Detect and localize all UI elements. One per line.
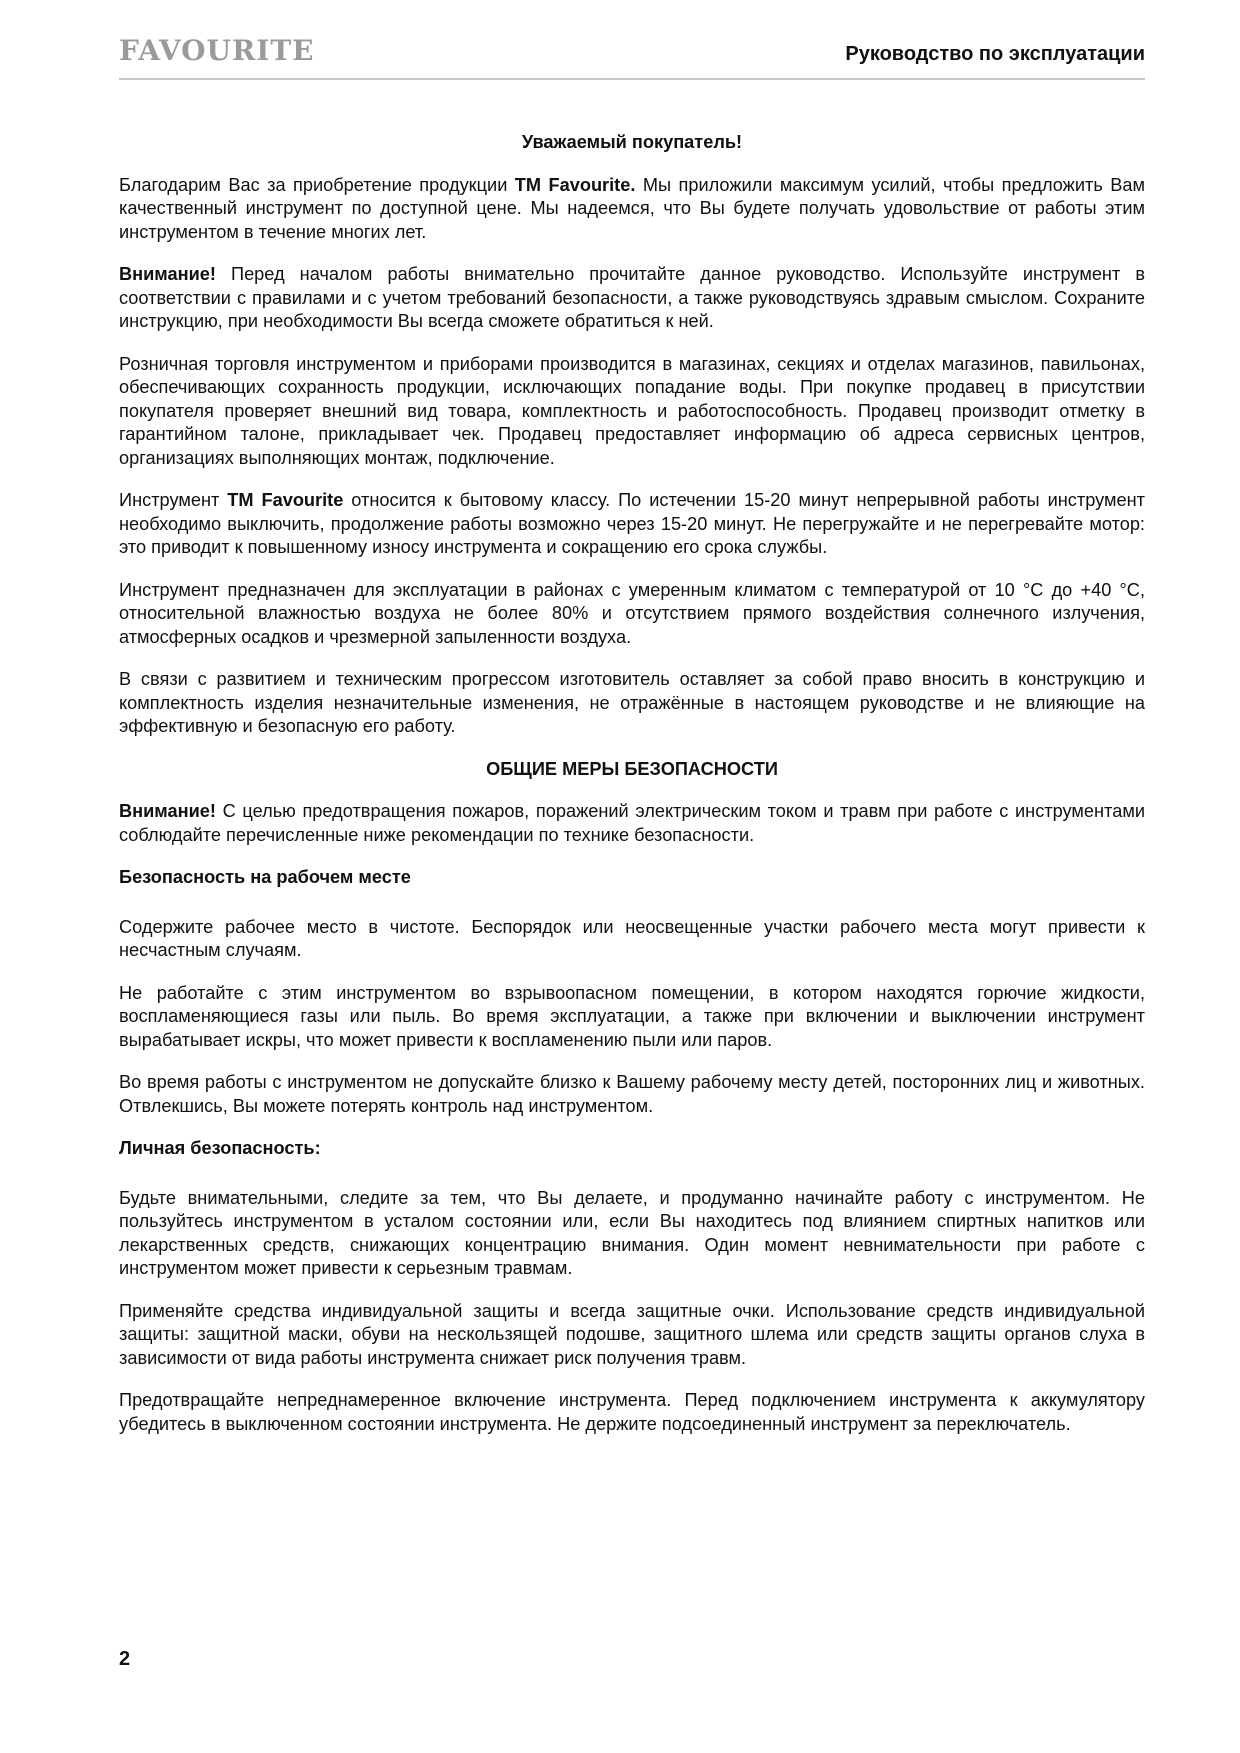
workplace-heading: Безопасность на рабочем месте [119,867,411,887]
brand-logo: FAVOURITE [119,34,315,67]
household-class-paragraph [119,489,1145,560]
household-text-end: относится к бытовому классу. По истечении 15-20 минут непрерывной работы инструмент необходимо выключить, продолжение работы возможно через 15-20 минут. Не перегружайте и не перегревайте мотор: это приводит к повышенному износу инструмента и сокращению его срока службы. [119,490,1145,557]
intro-paragraph [119,174,1145,245]
header-divider [119,78,1145,80]
page-content [119,131,1145,1455]
attention-label: Внимание! [119,264,216,284]
attentiveness-paragraph: Будьте внимательными, следите за тем, что Вы делаете, и продуманно начинайте работу с инструментом. Не пользуйтесь инструментом в усталом состоянии или, если Вы находитесь под влиянием спиртных напитков или лекарственных средств, снижающих концентрацию внимания. Один момент невнимательности при работе с инструментом может привести к серьезным травмам. [119,1187,1145,1278]
brand-name: TM Favourite. [514,174,636,195]
climate-paragraph: Инструмент предназначен для эксплуатации в районах с умеренным климатом с температурой от 10 °С до +40 °С, относительной влажностью воздуха не более 80% и отсутствием прямого воздействия солнечного излучения, атмосферных осадков и чрезмерной запыленности воздуха. [119,579,1145,647]
brand-name: TM Favourite [227,490,344,510]
page-number: 2 [119,1648,131,1670]
attention-paragraph [119,263,1145,334]
clean-workplace-paragraph: Содержите рабочее место в чистоте. Беспорядок или неосвещенные участки рабочего места могут привести к несчастным случаям. [119,916,1145,960]
personal-safety-heading: Личная безопасность: [119,1138,321,1158]
accidental-start-paragraph: Предотвращайте непреднамеренное включение инструмента. Перед подключением инструмента к аккумулятору убедитесь в выключенном состоянии инструмента. Не держите подсоединенный инструмент за переключатель. [119,1390,1145,1434]
intro-text-end: Мы приложили максимум усилий, чтобы предложить Вам качественный инструмент по доступной цене. Мы надеемся, что Вы будете получать удовольствие от работы этим инструментом в течение многих лет. [119,174,1145,242]
explosive-environment-paragraph: Не работайте с этим инструментом во взрывоопасном помещении, в котором находятся горючие жидкости, воспламеняющиеся газы или пыль. Во время эксплуатации, а также при включении и выключении инструмент вырабатывает искры, что может привести к воспламенению пыли или паров. [119,982,1145,1050]
safety-attention-text: С целью предотвращения пожаров, поражений электрическим током и травм при работе с инструментами соблюдайте перечисленные ниже рекомендации по технике безопасности. [119,801,1145,845]
greeting-heading: Уважаемый покупатель! [521,132,743,152]
safety-attention-paragraph [119,800,1145,847]
bystanders-paragraph: Во время работы с инструментом не допускайте близко к Вашему рабочему месту детей, посторонних лиц и животных. Отвлекшись, Вы можете потерять контроль над инструментом. [119,1072,1145,1116]
retail-paragraph: Розничная торговля инструментом и приборами производится в магазинах, секциях и отделах магазинов, павильонах, обеспечивающих сохранность продукции, исключающих попадание воды. При покупке продавец в присутствии покупателя проверяет внешний вид товара, комплектность и работоспособность. Продавец производит отметку в гарантийном талоне, прикладывает чек. Продавец предоставляет информацию об адреса сервисных центров, организациях выполняющих монтаж, подключение. [119,353,1145,468]
attention-label: Внимание! [119,801,216,821]
attention-text: Перед началом работы внимательно прочитайте данное руководство. Используйте инструмент в соответствии с правилами и с учетом требований безопасности, а также руководствуясь здравым смыслом. Сохраните инструкцию, при необходимости Вы всегда сможете обратиться к ней. [119,264,1145,331]
protective-equipment-paragraph: Применяйте средства индивидуальной защиты и всегда защитные очки. Использование средств индивидуальной защиты: защитной маски, обуви на нескользящей подошве, защитного шлема или средств защиты органов слуха в зависимости от вида работы инструмента снижает риск получения травм. [119,1300,1145,1368]
intro-text-start: Благодарим Вас за приобретение продукции [119,174,515,195]
household-text-start: Инструмент [119,490,228,510]
document-title: Руководство по эксплуатации [845,43,1145,65]
safety-heading: ОБЩИЕ МЕРЫ БЕЗОПАСНОСТИ [486,758,778,779]
changes-paragraph: В связи с развитием и техническим прогрессом изготовитель оставляет за собой право вносить в конструкцию и комплектность изделия незначительные изменения, не отражённые в настоящем руководстве и не влияющие на эффективную и безопасную его работу. [119,669,1145,736]
